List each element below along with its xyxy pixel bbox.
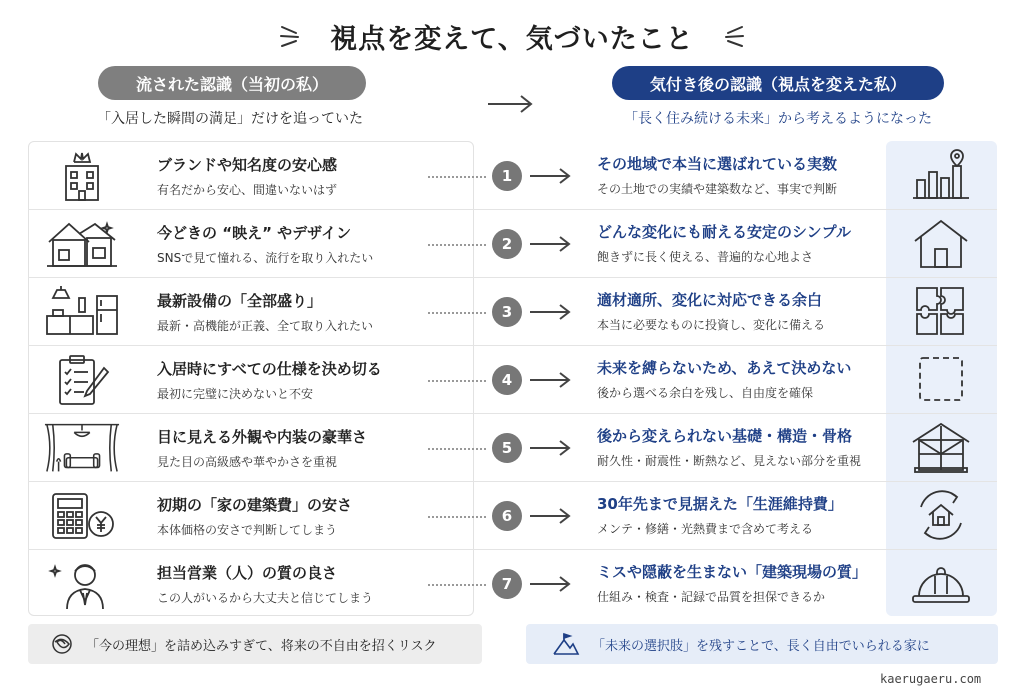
left-row-desc: 本体価格の安さで判断してしまう: [157, 523, 338, 537]
left-row-title: 目に見える外観や内装の豪華さ: [157, 428, 368, 446]
tangled-thread-icon: [50, 632, 74, 656]
step-number-badge: 2: [492, 229, 522, 259]
right-row-1: [581, 141, 997, 207]
right-row-title: どんな変化にも耐える安定のシンプル: [597, 223, 852, 241]
left-row-desc: 有名だから安心、間違いないはず: [157, 183, 338, 197]
dotted-connector: [428, 244, 486, 246]
right-header-subtitle: 「長く住み続ける未来」から考えるようになった: [624, 111, 932, 127]
step-number-badge: 7: [492, 569, 522, 599]
right-row-title: 後から変えられない基礎・構造・骨格: [597, 427, 853, 445]
house-frame-icon: [899, 418, 983, 476]
right-row-title: ミスや隠蔽を生まない「建築現場の質」: [597, 563, 868, 581]
dotted-connector: [428, 584, 486, 586]
kitchen-appliances-icon: [43, 284, 121, 340]
left-row-2: [29, 210, 473, 276]
right-row-2: [581, 209, 997, 275]
row-divider: [28, 345, 997, 346]
step-number-badge: 1: [492, 161, 522, 191]
right-panel: [581, 141, 997, 616]
right-row-7: [581, 549, 997, 615]
left-row-title: 初期の「家の建築費」の安さ: [157, 496, 353, 514]
clipboard-checklist-icon: [43, 352, 121, 408]
row-divider: [28, 481, 997, 482]
right-row-desc: 仕組み・検査・記録で品質を担保できるか: [597, 590, 826, 604]
salesperson-icon: [43, 556, 121, 612]
step-number-badge: 3: [492, 297, 522, 327]
footer-left-text: 「今の理想」を詰め込みすぎて、将来の不自由を招くリスク: [86, 638, 437, 654]
right-row-desc: 耐久性・耐震性・断熱など、見えない部分を重視: [597, 454, 862, 468]
left-row-desc: SNSで見て憧れる、流行を取り入れたい: [157, 251, 374, 265]
arrow-right-icon: [528, 574, 572, 594]
left-row-desc: 見た目の高級感や華やかさを重視: [157, 455, 338, 469]
arrow-right-icon: [528, 166, 572, 186]
step-number-badge: 6: [492, 501, 522, 531]
site-watermark: kaerugaeru.com: [880, 672, 982, 686]
luxury-interior-icon: [43, 420, 121, 476]
right-row-desc: メンテ・修繕・光熱費まで含めて考える: [597, 522, 814, 536]
right-row-title: 未来を縛らないため、あえて決めない: [597, 359, 852, 377]
left-row-5: [29, 414, 473, 480]
right-row-title: 適材適所、変化に対応できる余白: [597, 291, 823, 309]
footer-right-banner: [526, 624, 998, 664]
row-divider: [28, 413, 997, 414]
right-row-4: [581, 345, 997, 411]
right-row-desc: 本当に必要なものに投資し、変化に備える: [597, 318, 826, 332]
left-row-1: [29, 142, 473, 208]
dotted-connector: [428, 312, 486, 314]
crown-building-icon: [43, 148, 121, 204]
hard-hat-icon: [899, 554, 983, 612]
row-divider: [28, 209, 997, 210]
step-number-badge: 5: [492, 433, 522, 463]
row-divider: [28, 277, 997, 278]
footer-left-banner: [28, 624, 482, 664]
left-row-title: 今どきの “映え” やデザイン: [157, 224, 352, 242]
left-header-pill: 流された認識（当初の私）: [98, 66, 366, 100]
left-row-desc: この人がいるから大丈夫と信じてしまう: [157, 591, 374, 605]
dashed-square-icon: [899, 350, 983, 408]
arrow-right-icon: [528, 302, 572, 322]
dotted-connector: [428, 516, 486, 518]
simple-house-icon: [899, 214, 983, 272]
left-row-desc: 最新・高機能が正義、全て取り入れたい: [157, 319, 374, 333]
left-row-3: [29, 278, 473, 344]
mountain-flag-icon: [552, 632, 580, 656]
arrow-right-icon: [528, 506, 572, 526]
right-row-5: [581, 413, 997, 479]
left-row-title: 担当営業（人）の質の良さ: [157, 564, 338, 582]
left-row-title: ブランドや知名度の安心感: [157, 156, 338, 174]
bar-chart-location-icon: [899, 146, 983, 204]
left-panel: [28, 141, 474, 616]
footer-right-text: 「未来の選択肢」を残すことで、長く自由でいられる家に: [592, 638, 930, 654]
right-row-desc: 飽きずに長く使える、普遍的な心地よさ: [597, 250, 814, 264]
arrow-right-icon: [528, 438, 572, 458]
right-row-title: 30年先まで見据えた「生涯維持費」: [597, 495, 843, 513]
puzzle-icon: [899, 282, 983, 340]
left-row-title: 最新設備の「全部盛り」: [157, 292, 323, 310]
right-row-title: その地域で本当に選ばれている実数: [597, 155, 838, 173]
arrow-right-icon: [528, 370, 572, 390]
calculator-yen-icon: [43, 488, 121, 544]
left-row-6: [29, 482, 473, 548]
left-row-title: 入居時にすべての仕様を決め切る: [157, 360, 382, 378]
left-row-7: [29, 550, 473, 616]
left-header-subtitle: 「入居した瞬間の満足」だけを追っていた: [97, 111, 363, 127]
spark-left-icon: [278, 21, 308, 51]
stylish-house-icon: [43, 216, 121, 272]
right-header-pill: 気付き後の認識（視点を変えた私）: [612, 66, 944, 100]
dotted-connector: [428, 448, 486, 450]
row-divider: [28, 549, 997, 550]
dotted-connector: [428, 380, 486, 382]
left-row-desc: 最初に完璧に決めないと不安: [157, 387, 314, 401]
spark-right-icon: [716, 21, 746, 51]
house-cycle-icon: [899, 486, 983, 544]
left-row-4: [29, 346, 473, 412]
title-area: [0, 14, 1024, 58]
right-row-desc: 後から選べる余白を残し、自由度を確保: [597, 386, 814, 400]
right-row-3: [581, 277, 997, 343]
dotted-connector: [428, 176, 486, 178]
page-title: 視点を変えて、気づいたこと: [330, 23, 694, 55]
header-arrow-icon: [486, 92, 534, 116]
arrow-right-icon: [528, 234, 572, 254]
right-row-desc: その土地での実績や建築数など、事実で判断: [597, 182, 838, 196]
step-number-badge: 4: [492, 365, 522, 395]
right-row-6: [581, 481, 997, 547]
